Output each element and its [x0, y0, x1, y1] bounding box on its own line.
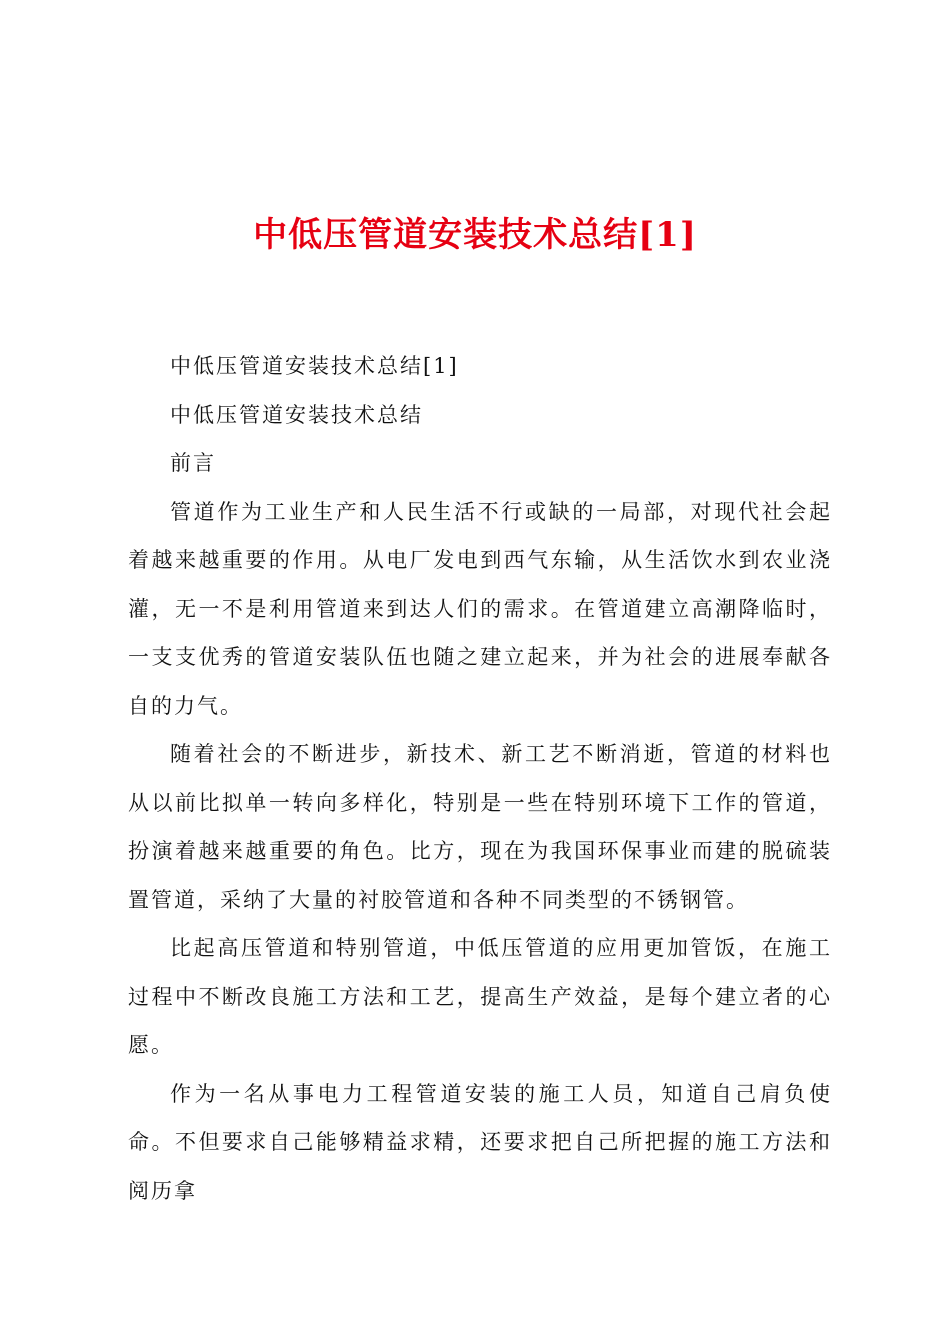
paragraph-subtitle: 中低压管道安装技术总结[1] — [170, 354, 459, 378]
paragraph-preface-heading: 前言 — [170, 451, 216, 475]
paragraph-heading: 中低压管道安装技术总结 — [170, 402, 423, 427]
document-body — [128, 342, 832, 1215]
paragraph-body: 管道作为工业生产和人民生活不行或缺的一局部，对现代社会起着越来越重要的作用。从电厂发电到西气东输，从生活饮水到农业浇灌，无一不是利用管道来到达人们的需求。在管道建立高潮降临时，一支支优秀的管道安装队伍也随之建立起来，并为社会的进展奉献各自的力气。 — [128, 499, 832, 718]
paragraph-body: 比起高压管道和特别管道，中低压管道的应用更加管饭，在施工过程中不断改良施工方法和工艺，提高生产效益，是每个建立者的心愿。 — [128, 936, 832, 1057]
paragraph-body: 随着社会的不断进步，新技术、新工艺不断消逝，管道的材料也从以前比拟单一转向多样化，特别是一些在特别环境下工作的管道，扮演着越来越重要的角色。比方，现在为我国环保事业而建的脱硫装置管道，采纳了大量的衬胶管道和各种不同类型的不锈钢管。 — [128, 742, 832, 912]
paragraph-body: 作为一名从事电力工程管道安装的施工人员，知道自己肩负使命。不但要求自己能够精益求精，还要求把自己所把握的施工方法和阅历拿 — [128, 1081, 832, 1203]
document-title: 中低压管道安装技术总结[1] — [253, 215, 697, 255]
